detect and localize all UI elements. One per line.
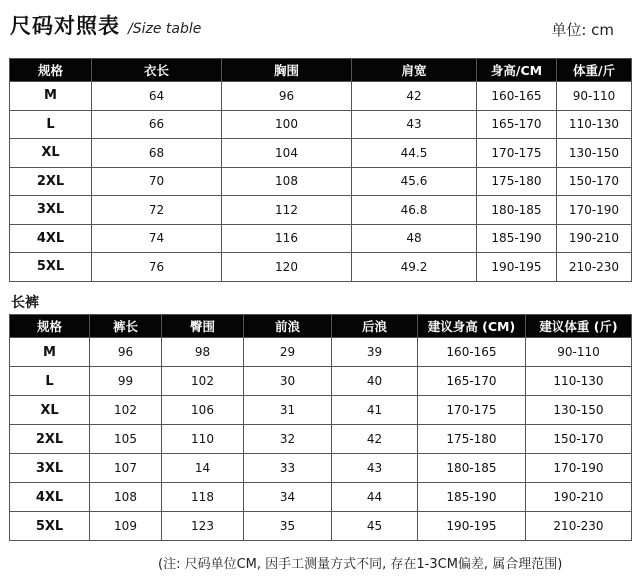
table-cell: 118 — [162, 483, 244, 512]
table-cell: 170-190 — [557, 196, 632, 225]
column-header: 建议身高 (CM) — [418, 315, 526, 338]
table-cell: 185-190 — [477, 224, 557, 253]
column-header: 臀围 — [162, 315, 244, 338]
table-cell: 160-165 — [418, 338, 526, 367]
table-row — [10, 512, 632, 541]
table-cell: 210-230 — [557, 253, 632, 282]
table-cell: 190-210 — [526, 483, 632, 512]
table-cell: 110-130 — [557, 110, 632, 139]
table-cell: 34 — [244, 483, 332, 512]
table-cell: 110 — [162, 425, 244, 454]
table-cell: 116 — [222, 224, 352, 253]
table-row — [10, 338, 632, 367]
column-header: 前浪 — [244, 315, 332, 338]
table-cell: 70 — [92, 167, 222, 196]
table-cell: 108 — [90, 483, 162, 512]
table-cell: 35 — [244, 512, 332, 541]
table-cell: 130-150 — [526, 396, 632, 425]
column-header: 建议体重 (斤) — [526, 315, 632, 338]
table-cell: 185-190 — [418, 483, 526, 512]
column-header: 规格 — [10, 315, 90, 338]
table-cell: 90-110 — [526, 338, 632, 367]
table-cell: 102 — [90, 396, 162, 425]
table-cell: 108 — [222, 167, 352, 196]
table-cell: 90-110 — [557, 82, 632, 111]
table-cell: 180-185 — [418, 454, 526, 483]
column-header: 衣长 — [92, 59, 222, 82]
column-header: 肩宽 — [352, 59, 477, 82]
size-cell: 3XL — [10, 454, 90, 483]
table-row — [10, 425, 632, 454]
table-cell: 112 — [222, 196, 352, 225]
size-cell: 2XL — [10, 167, 92, 196]
table-cell: 123 — [162, 512, 244, 541]
table-cell: 43 — [352, 110, 477, 139]
table-cell: 170-175 — [418, 396, 526, 425]
table-row — [10, 253, 632, 282]
column-header: 规格 — [10, 59, 92, 82]
table-cell: 165-170 — [477, 110, 557, 139]
table-cell: 109 — [90, 512, 162, 541]
table-cell: 39 — [332, 338, 418, 367]
table-cell: 180-185 — [477, 196, 557, 225]
table-cell: 30 — [244, 367, 332, 396]
measurement-note: (注: 尺码单位CM, 因手工测量方式不同, 存在1-3CM偏差, 属合理范围) — [158, 557, 563, 572]
size-cell: 2XL — [10, 425, 90, 454]
table-cell: 100 — [222, 110, 352, 139]
pants-size-table — [9, 314, 632, 541]
table-cell: 130-150 — [557, 139, 632, 168]
table-cell: 48 — [352, 224, 477, 253]
table-cell: 190-195 — [418, 512, 526, 541]
table-row — [10, 110, 632, 139]
table-cell: 43 — [332, 454, 418, 483]
table-cell: 72 — [92, 196, 222, 225]
column-header: 身高/CM — [477, 59, 557, 82]
table-cell: 104 — [222, 139, 352, 168]
table-row — [10, 396, 632, 425]
table-cell: 150-170 — [526, 425, 632, 454]
table-cell: 40 — [332, 367, 418, 396]
column-header: 裤长 — [90, 315, 162, 338]
column-header: 体重/斤 — [557, 59, 632, 82]
table-cell: 170-190 — [526, 454, 632, 483]
table-cell: 49.2 — [352, 253, 477, 282]
title-english: /Size table — [128, 21, 202, 37]
table-cell: 160-165 — [477, 82, 557, 111]
table-cell: 45.6 — [352, 167, 477, 196]
pants-section-title: 长裤 — [11, 295, 39, 311]
table-cell: 210-230 — [526, 512, 632, 541]
table-cell: 42 — [352, 82, 477, 111]
table-cell: 98 — [162, 338, 244, 367]
table-header-row — [10, 59, 632, 82]
table-cell: 66 — [92, 110, 222, 139]
column-header: 后浪 — [332, 315, 418, 338]
size-cell: L — [10, 110, 92, 139]
table-cell: 14 — [162, 454, 244, 483]
table-cell: 76 — [92, 253, 222, 282]
table-cell: 175-180 — [418, 425, 526, 454]
table-cell: 33 — [244, 454, 332, 483]
size-cell: 3XL — [10, 196, 92, 225]
table-row — [10, 167, 632, 196]
table-cell: 102 — [162, 367, 244, 396]
page-title — [10, 10, 201, 44]
table-cell: 42 — [332, 425, 418, 454]
table-cell: 68 — [92, 139, 222, 168]
table-header-row — [10, 315, 632, 338]
size-cell: 4XL — [10, 483, 90, 512]
size-cell: 5XL — [10, 512, 90, 541]
table-cell: 105 — [90, 425, 162, 454]
table-cell: 32 — [244, 425, 332, 454]
table-cell: 106 — [162, 396, 244, 425]
size-cell: 4XL — [10, 224, 92, 253]
table-cell: 64 — [92, 82, 222, 111]
unit-label: 单位: cm — [551, 21, 614, 39]
table-cell: 150-170 — [557, 167, 632, 196]
table-cell: 110-130 — [526, 367, 632, 396]
table-cell: 44 — [332, 483, 418, 512]
size-cell: M — [10, 338, 90, 367]
size-cell: XL — [10, 139, 92, 168]
table-cell: 190-195 — [477, 253, 557, 282]
top-size-table — [9, 58, 632, 282]
table-cell: 31 — [244, 396, 332, 425]
table-cell: 99 — [90, 367, 162, 396]
column-header: 胸围 — [222, 59, 352, 82]
table-cell: 190-210 — [557, 224, 632, 253]
table-row — [10, 367, 632, 396]
table-row — [10, 82, 632, 111]
table-row — [10, 454, 632, 483]
table-cell: 96 — [90, 338, 162, 367]
title-chinese: 尺码对照表 — [10, 14, 120, 38]
table-cell: 120 — [222, 253, 352, 282]
table-cell: 41 — [332, 396, 418, 425]
size-cell: XL — [10, 396, 90, 425]
table-cell: 46.8 — [352, 196, 477, 225]
size-cell: M — [10, 82, 92, 111]
table-cell: 96 — [222, 82, 352, 111]
size-cell: L — [10, 367, 90, 396]
table-row — [10, 196, 632, 225]
table-cell: 45 — [332, 512, 418, 541]
table-cell: 170-175 — [477, 139, 557, 168]
table-cell: 29 — [244, 338, 332, 367]
table-cell: 44.5 — [352, 139, 477, 168]
table-cell: 175-180 — [477, 167, 557, 196]
size-cell: 5XL — [10, 253, 92, 282]
table-row — [10, 483, 632, 512]
table-cell: 165-170 — [418, 367, 526, 396]
table-row — [10, 139, 632, 168]
table-row — [10, 224, 632, 253]
table-cell: 107 — [90, 454, 162, 483]
table-cell: 74 — [92, 224, 222, 253]
